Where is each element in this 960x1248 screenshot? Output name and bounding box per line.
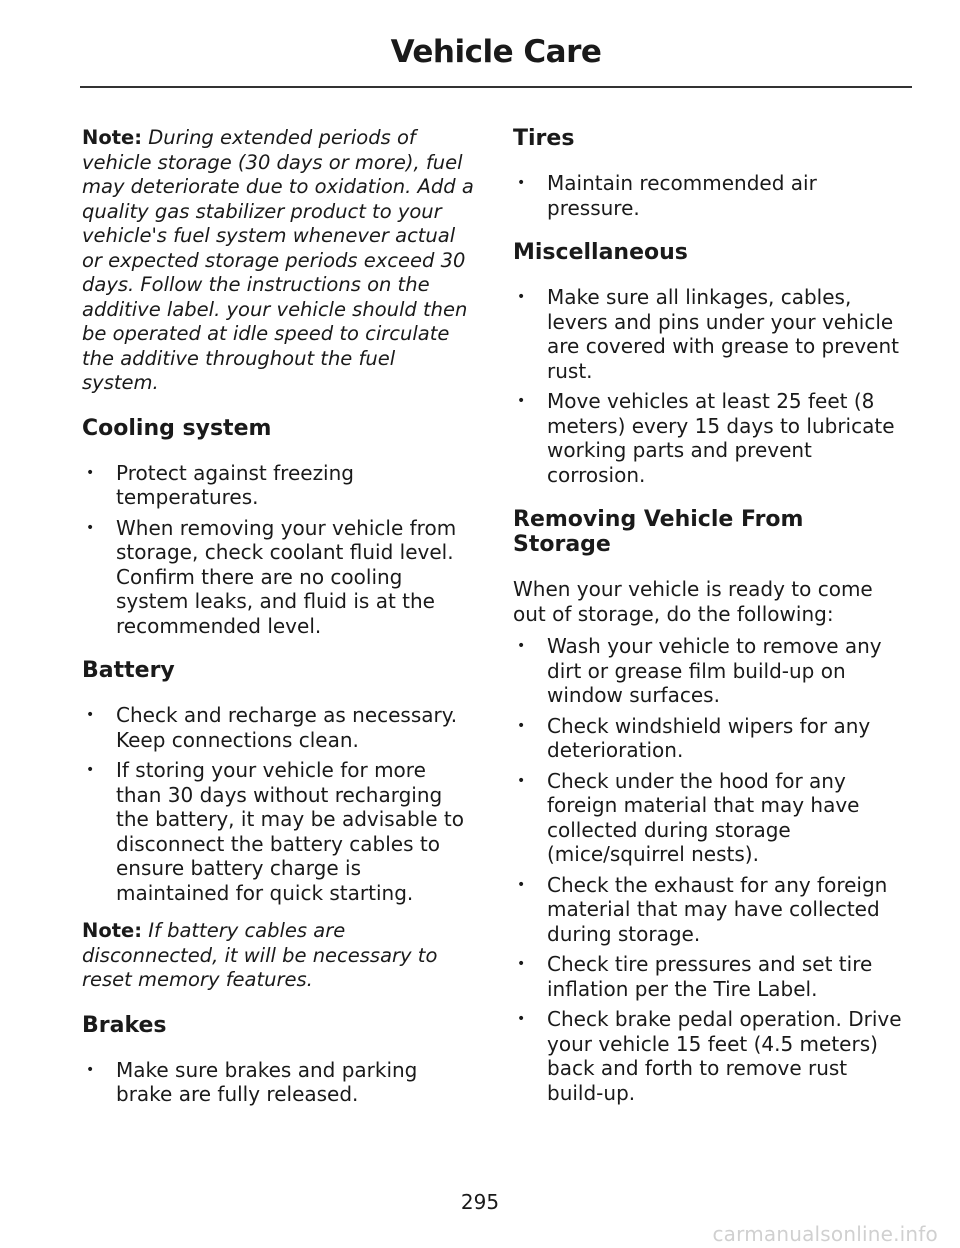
cooling-list xyxy=(82,461,477,639)
page-number: 295 xyxy=(460,1190,500,1214)
battery-list xyxy=(82,703,477,905)
list-item: • If storing your vehicle for more than 30 days without recharging the battery, it may be advisable to disconnect the battery cables to ensure battery charge is maintained for quick starting. xyxy=(82,758,477,905)
list-item: • Check tire pressures and set tire inflation per the Tire Label. xyxy=(513,952,908,1001)
list-item: • Make sure brakes and parking brake are fully released. xyxy=(82,1058,477,1107)
removing-intro: When your vehicle is ready to come out of storage, do the following: xyxy=(513,577,873,626)
right-column xyxy=(513,126,908,1125)
list-item: • Check and recharge as necessary. Keep connections clean. xyxy=(82,703,477,752)
note-text: During extended periods of vehicle storage (30 days or more), fuel may deteriorate due to oxidation. Add a quality gas stabilizer product to your vehicle's fuel system whenever actual or expected storage periods exceed 30 days. Follow the instructions on the additive label. your vehicle should then be operated at idle speed to circulate the additive throughout the fuel system. xyxy=(82,126,474,394)
list-item: • Wash your vehicle to remove any dirt or grease film build-up on window surfaces. xyxy=(513,634,908,708)
tires-list xyxy=(513,171,908,220)
page-header xyxy=(80,30,912,74)
list-item: • Check brake pedal operation. Drive your vehicle 15 feet (4.5 meters) back and forth to remove rust build-up. xyxy=(513,1007,908,1105)
list-item: • Check under the hood for any foreign material that may have collected during storage (mice/squirrel nests). xyxy=(513,769,908,867)
section-heading-brakes: Brakes xyxy=(82,1012,167,1038)
page-title: Vehicle Care xyxy=(390,34,602,70)
list-item: • Protect against freezing temperatures. xyxy=(82,461,477,510)
left-column xyxy=(82,126,477,1127)
list-item: • Check windshield wipers for any deterioration. xyxy=(513,714,908,763)
battery-note xyxy=(82,919,477,993)
header-divider xyxy=(80,86,912,88)
note-label: Note: xyxy=(82,126,143,149)
removing-list xyxy=(513,634,908,1105)
section-heading-tires: Tires xyxy=(513,126,575,151)
list-item: • When removing your vehicle from storage, check coolant fluid level. Confirm there are no cooling system leaks, and fluid is at the recommended level. xyxy=(82,516,477,639)
section-heading-removing-storage: Removing Vehicle From Storage xyxy=(513,507,804,557)
miscellaneous-list xyxy=(513,285,908,487)
list-item: • Check the exhaust for any foreign material that may have collected during storage. xyxy=(513,873,908,947)
brakes-list xyxy=(82,1058,477,1107)
list-item: • Maintain recommended air pressure. xyxy=(513,171,908,220)
list-item: • Make sure all linkages, cables, levers and pins under your vehicle are covered with grease to prevent rust. xyxy=(513,285,908,383)
section-heading-battery: Battery xyxy=(82,658,175,683)
section-heading-miscellaneous: Miscellaneous xyxy=(513,240,688,265)
watermark: carmanualsonline.info xyxy=(712,1222,938,1246)
note-label: Note: xyxy=(82,919,143,942)
section-heading-cooling: Cooling system xyxy=(82,415,272,441)
fuel-storage-note xyxy=(82,126,477,396)
note-text: If battery cables are disconnected, it will be necessary to reset memory features. xyxy=(82,919,438,991)
list-item: • Move vehicles at least 25 feet (8 meters) every 15 days to lubricate working parts and prevent corrosion. xyxy=(513,389,908,487)
